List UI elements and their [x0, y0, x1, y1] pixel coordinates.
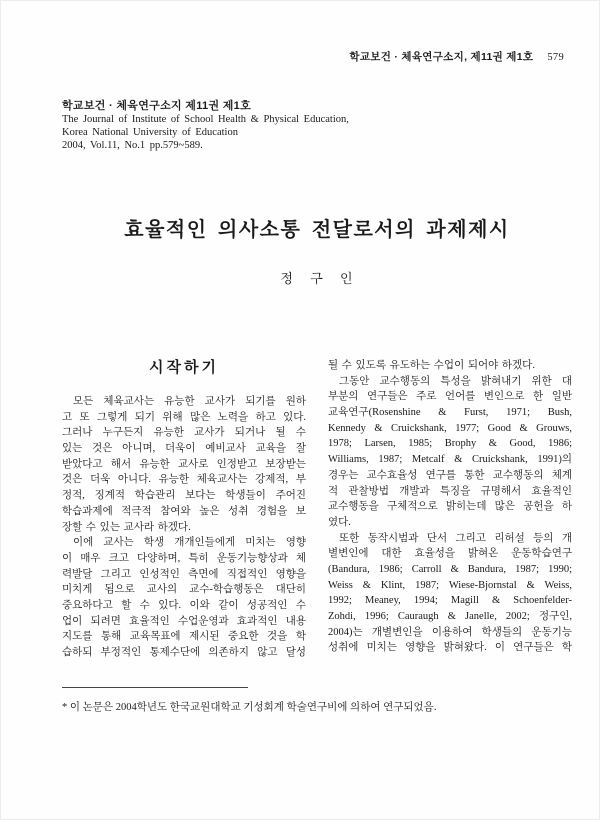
- body-text-line: 그러나 누구든지 유능한 교사가 되거나 될 수: [62, 427, 306, 439]
- journal-issue-info: 2004, Vol.11, No.1 pp.579~589.: [62, 140, 203, 151]
- body-text-line: 지도를 통해 교육목표에 제시된 중요한 것을 학: [62, 631, 306, 643]
- body-text-line: 이 매우 크고 다양하며, 특히 운동기능향상과 체: [62, 552, 306, 564]
- body-text-line: 있는 것은 아니며, 더욱이 예비교사 교육을 잘: [62, 443, 306, 455]
- body-text-line: 학습과제에 적극적 참여와 높은 성취 경험을 보: [62, 505, 306, 517]
- body-text-line: 1978; Larsen, 1985; Brophy & Good, 1986;: [328, 438, 572, 450]
- section-heading: 시작하기: [149, 360, 219, 376]
- body-text-line: Williams, 1987; Metcalf & Cruickshank, 1991)의: [328, 454, 572, 466]
- body-text-line: Weiss & Klint, 1987; Wiese-Bjornstal & Weiss,: [328, 579, 572, 591]
- body-text-line: 이에 교사는 학생 개개인들에게 미치는 영향: [73, 537, 306, 549]
- body-text-line: 장할 수 있는 교사라 하겠다.: [62, 521, 191, 533]
- running-header: [349, 49, 564, 64]
- body-text-line: 또한 동작시범과 단서 그리고 리허설 등의 개: [339, 532, 572, 544]
- body-columns: [62, 358, 572, 661]
- right-column-text: [328, 358, 572, 656]
- body-text-line: 정적, 징계적 학습관리 보다는 학생들이 주어진: [62, 490, 306, 502]
- body-text-line: 고 또 그렇게 되기 위해 많은 노력을 하고 있다.: [62, 411, 306, 423]
- body-text-line: 력발달 그리고 인성적인 측면에 직접적인 영향을: [62, 568, 306, 580]
- journal-institution: Korea National University of Education: [62, 127, 238, 138]
- article-author: 정 구 인: [280, 271, 354, 286]
- body-text-line: 성취에 미치는 영향을 밝혀왔다. 이 연구들은 학: [328, 642, 572, 654]
- body-text-line: 미치게 됨으로 교사의 교수-학습행동은 대단히: [62, 584, 306, 596]
- running-header-journal: 학교보건 · 체육연구소지, 제11권 제1호: [349, 51, 534, 63]
- left-column-text: [62, 394, 306, 661]
- body-text-line: (Bandura, 1986; Carroll & Bandura, 1987; 1990;: [328, 563, 572, 575]
- journal-korean-title: 학교보건 · 체육연구소지 제11권 제1호: [62, 100, 251, 112]
- body-text-line: 것은 더욱 아니다. 유능한 체육교사는 강제적, 부: [62, 474, 306, 486]
- footnote: * 이 논문은 2004학년도 한국교원대학교 기성회계 학술연구비에 의하여 연구되었음.: [62, 702, 437, 713]
- body-text-line: 습하되 부정적인 통제수단에 의존하지 않고 달성: [62, 647, 306, 658]
- right-column: [328, 358, 572, 661]
- body-text-line: 2004)는 개별변인을 이용하여 학생들의 운동기능: [328, 626, 572, 638]
- body-text-line: 경우는 교수효율성 연구를 통한 교수행동의 체계: [328, 469, 572, 481]
- body-text-line: 중요하다고 할 수 있다. 이와 같이 성공적인 수: [62, 599, 306, 611]
- body-text-line: 였다.: [328, 516, 351, 528]
- body-text-line: 모든 체육교사는 유능한 교사가 되기를 원하: [73, 396, 306, 407]
- journal-english-title: The Journal of Institute of School Health & Physical Education,: [62, 114, 349, 125]
- body-text-line: Kennedy & Cruickshank, 1977; Good & Grouws,: [328, 422, 572, 434]
- body-text-line: 받았다고 해서 유능한 교사로 인정받고 보장받는: [62, 458, 306, 470]
- article-title: 효율적인 의사소통 전달로서의 과제제시: [124, 219, 510, 241]
- body-text-line: 교수행동을 구체적으로 밝히는데 많은 공헌을 하: [328, 501, 572, 513]
- body-text-line: 별변인에 대한 효율성을 밝혀온 운동학습연구: [328, 548, 572, 560]
- left-column: [62, 358, 306, 661]
- journal-info-block: [62, 99, 349, 152]
- footnote-rule: [62, 687, 248, 688]
- page-number: 579: [547, 52, 564, 63]
- body-text-line: 적 관찰방법 개발과 특징을 규명해서 효율적인: [328, 485, 572, 497]
- body-text-line: 업이 되려면 효율적인 수업운영과 효과적인 내용: [62, 615, 306, 627]
- body-text-line: 그동안 교수행동의 특성을 밝혀내기 위한 대: [339, 375, 572, 387]
- body-text-line: 부분의 연구들은 주로 언어를 변인으로 한 일반: [328, 391, 572, 403]
- body-text-line: 교육연구(Rosenshine & Furst, 1971; Bush,: [328, 407, 572, 419]
- body-text-line: Zohdi, 1996; Cauraugh & Janelle, 2002; 정구인,: [328, 611, 572, 622]
- body-text-line: 될 수 있도록 유도하는 수업이 되어야 하겠다.: [328, 360, 535, 371]
- body-text-line: 1992; Meaney, 1994; Magill & Schoenfelder-: [328, 595, 572, 607]
